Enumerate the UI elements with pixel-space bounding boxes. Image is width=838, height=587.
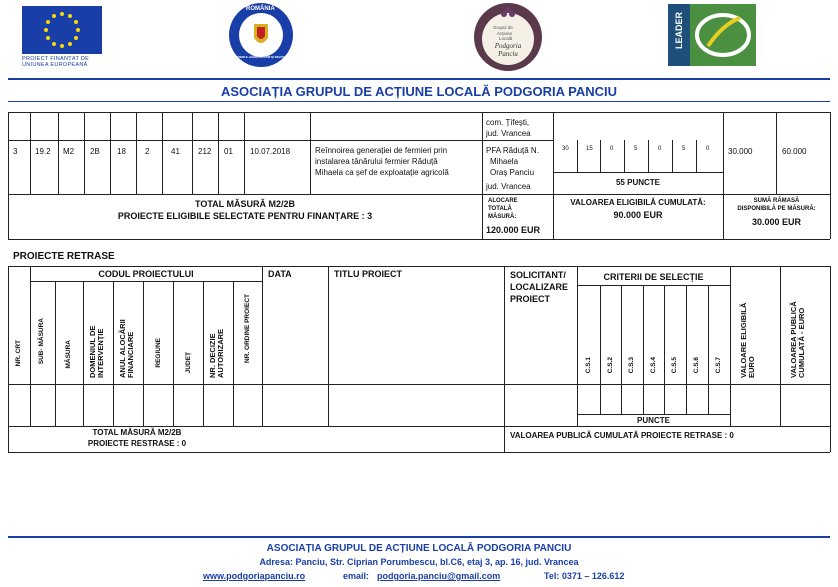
section-title-retrase: PROIECTE RETRASE: [13, 251, 115, 262]
suma-ramasa-value: 30.000 EUR: [751, 217, 802, 227]
pp-logo-name: Podgoria Panciu: [494, 42, 522, 58]
cell-solicitant-line2: Mihaela: [490, 157, 519, 166]
eligible-projects-label: PROIECTE ELIGIBILE SELECTATE PENTRU FINANȚARE : 3: [117, 211, 373, 221]
cell-sub-masura: 19.2: [35, 147, 51, 156]
col-an-alocare: ANUL ALOCĂRII FINANCIARE: [118, 319, 135, 378]
col-cs2: C.S.2: [607, 357, 614, 374]
eu-caption: [22, 56, 114, 68]
cell-cs4: 5: [634, 146, 638, 152]
cell-regiune: 2: [145, 147, 150, 156]
cell-titlu-line3: Mihaela ca șef de exploatație agricolă: [315, 168, 449, 177]
alocare-label-line1: ALOCARE: [488, 198, 518, 204]
cell-an: 18: [117, 147, 126, 156]
cell-cs7: 0: [706, 146, 710, 152]
podgoria-panciu-logo: [473, 2, 543, 72]
footer-phone: Tel: 0371 – 126.612: [544, 571, 625, 581]
alocare-value: 120.000 EUR: [486, 225, 541, 235]
retrase-total-label: TOTAL MĂSURĂ M2/2B: [92, 428, 182, 437]
codul-proiectului-header: CODUL PROIECTULUI: [98, 269, 194, 279]
association-title: ASOCIAȚIA GRUPUL DE ACȚIUNE LOCALĂ PODGORIA PANCIU: [220, 84, 618, 99]
col-valoare-publica: VALOAREA PUBLICĂ CUMULATĂ - EURO: [789, 301, 806, 378]
total-masura-label: TOTAL MĂSURĂ M2/2B: [194, 199, 295, 209]
cell-titlu-line1: Reînnoirea generației de fermieri prin: [315, 146, 448, 155]
ro-emblem-ring-text: MINISTERUL AGRICULTURII ȘI DEZVOLTĂRII RURALE: [230, 55, 308, 59]
eu-logo: [22, 6, 102, 68]
cell-nr-decizie: 212: [198, 147, 212, 156]
footer-title: ASOCIAȚIA GRUPUL DE ACȚIUNE LOCALĂ PODGORIA PANCIU: [266, 543, 572, 554]
cell-valoare-eligibila: 30.000: [728, 147, 753, 156]
footer-address: Adresa: Panciu, Str. Ciprian Porumbescu, bl.C6, etaj 3, ap. 16, jud. Vrancea: [259, 557, 579, 567]
col-nr-decizie: NR. DECIZIE AUTORIZARE: [208, 328, 225, 378]
cell-puncte: 55 PUNCTE: [615, 178, 660, 187]
header-rule: [8, 78, 830, 80]
solicitant-header-line3: PROIECT: [510, 294, 551, 304]
ro-emblem-text: ROMÂNIA: [246, 6, 275, 12]
cell-cs3: 0: [610, 146, 614, 152]
col-nr-ordine: NR. ORDINE PROIECT: [244, 294, 251, 363]
header-rule-thin: [8, 101, 830, 102]
col-cs4: C.S.4: [650, 357, 657, 374]
col-regiune: REGIUNE: [155, 338, 162, 368]
suma-ramasa-line1: SUMĂ RĂMASĂ: [753, 198, 800, 204]
cell-cs6: 5: [682, 146, 686, 152]
prev-row-address-line2: jud. Vrancea: [486, 129, 531, 138]
col-cs6: C.S.6: [693, 357, 700, 374]
data-header: DATA: [268, 269, 292, 279]
cell-cs2: 15: [586, 146, 593, 152]
col-judet: JUDEȚ: [185, 352, 192, 374]
col-nr-crt: NR. CRT: [15, 340, 22, 367]
pp-logo-line3: Locală: [499, 36, 513, 41]
col-valoare-eligibila: VALOARE ELIGIBILĂ EURO: [739, 302, 756, 378]
cell-nr-crt: 3: [13, 147, 18, 156]
col-sub-masura: SUB- MĂSURA: [38, 318, 45, 365]
footer-rule: [8, 536, 830, 538]
col-cs1: C.S.1: [585, 357, 592, 374]
alocare-label-line3: MĂSURĂ:: [488, 214, 517, 220]
solicitant-header-line2: LOCALIZARE: [510, 282, 568, 292]
cell-titlu-line2: instalarea tânărului fermier Răduță: [315, 157, 438, 166]
eu-flag-icon: [22, 6, 102, 54]
cell-cs1: 30: [562, 146, 569, 152]
footer-email-link[interactable]: podgoria.panciu@gmail.com: [377, 571, 501, 581]
cell-solicitant-line3: Oraș Panciu: [490, 168, 535, 177]
valoare-eligibila-value: 90.000 EUR: [613, 210, 663, 220]
ministry-emblem: [228, 2, 308, 68]
cell-cs5: 0: [658, 146, 662, 152]
pp-logo-line1: Grupul de: [493, 25, 513, 30]
cell-data: 10.07.2018: [250, 147, 291, 156]
cell-domeniu: 2B: [90, 147, 100, 156]
prev-row-address-line1: com. Țifești,: [486, 118, 530, 127]
cell-solicitant-line1: PFA Răduță N.: [486, 146, 539, 155]
col-cs3: C.S.3: [628, 357, 635, 374]
footer-website-link[interactable]: www.podgoriapanciu.ro: [203, 571, 306, 581]
retrase-count-label: PROIECTE RESTRASE : 0: [87, 439, 187, 448]
leader-logo: [668, 4, 756, 66]
cell-valoare-cumulata: 60.000: [782, 147, 807, 156]
pp-logo-line2: Acțiune: [497, 31, 513, 36]
leader-label: LEADER: [674, 12, 684, 50]
cell-nr-ordine: 01: [224, 147, 233, 156]
col-masura: MĂSURA: [65, 340, 72, 369]
footer-email-label: email:: [343, 571, 370, 581]
suma-ramasa-line2: DISPONIBILĂ PE MĂSURĂ:: [737, 206, 816, 212]
col-cs7: C.S.7: [715, 357, 722, 374]
eu-caption-line2: UNIUNEA EUROPEANĂ: [22, 62, 88, 68]
criterii-selectie-header: CRITERII DE SELECȚIE: [603, 272, 704, 282]
titlu-proiect-header: TITLU PROIECT: [334, 269, 402, 279]
puncte-label: PUNCTE: [637, 416, 670, 425]
retrase-valoare-publica-total: VALOAREA PUBLICĂ CUMULATĂ PROIECTE RETRASE : 0: [510, 431, 734, 440]
eu-caption-line1: PROIECT FINANȚAT DE: [22, 56, 90, 62]
alocare-label-line2: TOTALĂ: [488, 206, 512, 212]
cell-solicitant-line4: jud. Vrancea: [486, 182, 531, 191]
cell-masura: M2: [63, 147, 75, 156]
col-domeniu: DOMENIUL DE INTERVENȚIE: [88, 325, 105, 378]
col-cs5: C.S.5: [671, 357, 678, 374]
cell-judet: 41: [171, 147, 180, 156]
solicitant-header-line1: SOLICITANT/: [510, 270, 566, 280]
valoare-eligibila-label: VALOAREA ELIGIBILĂ CUMULATĂ:: [570, 198, 706, 207]
